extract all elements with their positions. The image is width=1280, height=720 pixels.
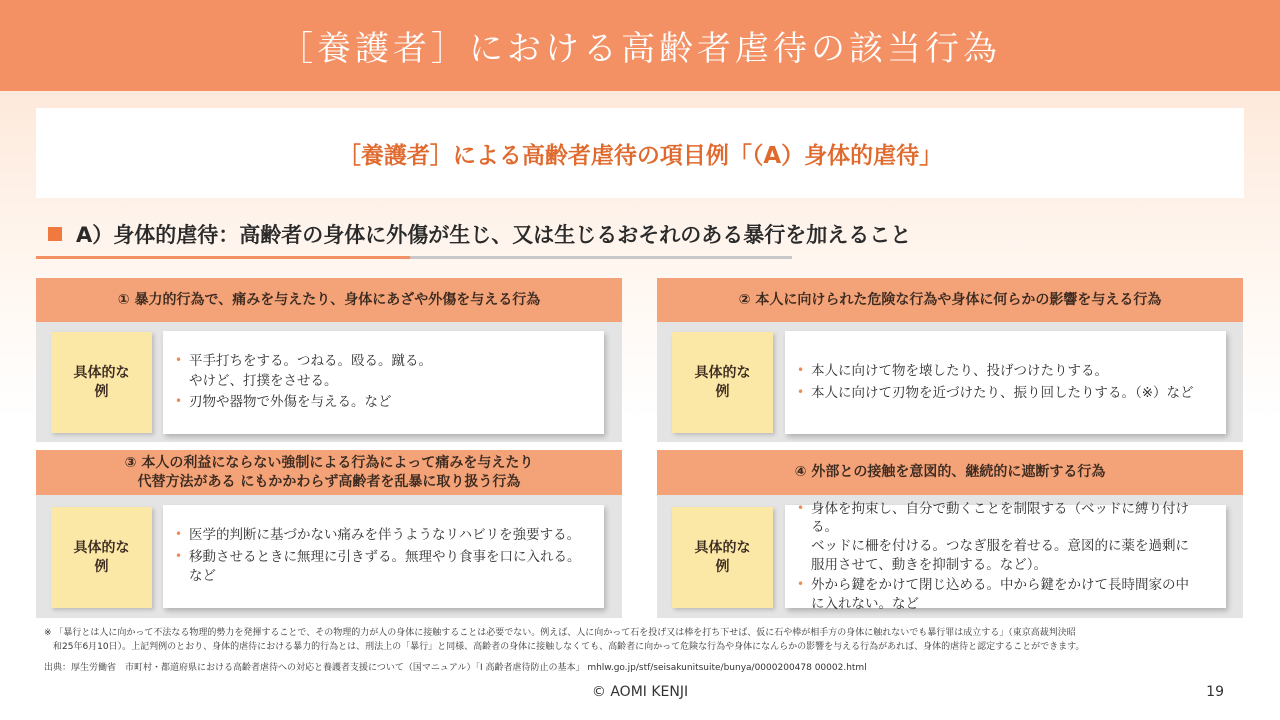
- panel-2-item: • 本人に向けて物を壊したり、投げつけたりする。: [795, 362, 1214, 382]
- subtitle: ［養護者］による高齢者虐待の項目例「（A）身体的虐待」: [337, 142, 943, 169]
- definition-line: [48, 218, 911, 250]
- panel-4-example-label: 具体的な 例: [672, 507, 773, 608]
- page-number: 19: [1206, 684, 1224, 700]
- panel-3-item: • 移動させるときに無理に引きずる。無理やり食事を口に入れる。 など: [173, 548, 592, 587]
- source-citation: 出典：厚生労働省 市町村・都道府県における高齢者虐待への対応と養護者支援について（国マニュアル）「Ⅰ 高齢者虐待防止の基本」 mhlw.go.jp/stf/seisakunitsuite/bunya/0000200478 00002.html: [44, 663, 867, 673]
- panel-3-examples: [163, 505, 604, 608]
- panel-1-item: • 平手打ちをする。つねる。殴る。蹴る。 やけど、打撲をさせる。: [173, 352, 592, 391]
- panel-4-item: • 身体を拘束し、自分で動くことを制限する（ベッドに縛り付ける。 ベッドに柵を付ける。つなぎ服を着せる。意図的に薬を過剰に 服用させて、動きを抑制する。など）。: [795, 500, 1214, 575]
- panel-2-header: [657, 278, 1243, 322]
- panel-3-item: • 医学的判断に基づかない痛みを伴うようなリハビリを強要する。: [173, 526, 592, 546]
- panel-2-item: • 本人に向けて刃物を近づけたり、振り回したりする。（※）など: [795, 384, 1214, 404]
- header-bar: [0, 0, 1280, 91]
- subtitle-box: [36, 108, 1244, 198]
- panel-1-example-label: 具体的な 例: [51, 332, 152, 433]
- panel-1-title: ① 暴力的行為で、痛みを与えたり、身体にあざや外傷を与える行為: [117, 291, 541, 308]
- underline-gray: [410, 256, 792, 259]
- panel-2-examples: [785, 331, 1226, 434]
- copyright: © AOMI KENJI: [591, 684, 689, 700]
- panel-4-header: [657, 450, 1243, 495]
- page-title: ［養護者］における高齢者虐待の該当行為: [279, 29, 1001, 69]
- panel-4-item: • 外から鍵をかけて閉じ込める。中から鍵をかけて長時間家の中 に入れない。など: [795, 576, 1214, 613]
- bullet-square-icon: [48, 227, 62, 241]
- panel-1-examples: [163, 331, 604, 434]
- panel-3-title: ③ 本人の利益にならない強制による行為によって痛みを与えたり 代替方法がある にもかかわらず高齢者を乱暴に取り扱う行為: [124, 454, 534, 490]
- definition-text: A）身体的虐待：高齢者の身体に外傷が生じ、又は生じるおそれのある暴行を加えること: [76, 223, 912, 247]
- underline-accent: [36, 256, 410, 259]
- panel-1-header: [36, 278, 622, 322]
- panel-1-item: • 刃物や器物で外傷を与える。など: [173, 393, 592, 413]
- panel-4-examples: [785, 500, 1226, 612]
- panel-3-example-label: 具体的な 例: [51, 507, 152, 608]
- panel-3-header: [36, 450, 622, 495]
- panel-2-title: ② 本人に向けられた危険な行為や身体に何らかの影響を与える行為: [738, 291, 1162, 308]
- panel-4-title: ④ 外部との接触を意図的、継続的に遮断する行為: [794, 464, 1106, 481]
- panel-2-example-label: 具体的な 例: [672, 332, 773, 433]
- footnote: ※ 「暴行とは人に向かって不法なる物理的勢力を発揮することで、その物理的力が人の身体に接触することは必要でない。例えば、人に向かって石を投げ又は棒を打ち下せば、仮に石や棒が相手方の身体に触れないでも暴行罪は成立する」（東京高裁判決昭 和25年6月10日）。上記判例のとおり、身体的虐待における暴力的行為とは、刑法上の「暴行」と同様、高齢者の身体に接触しなくても、高齢者に向かって危険な行為や身体になんらかの影響を与える行為があれば、身体的虐待と認定することができます。: [44, 628, 1085, 652]
